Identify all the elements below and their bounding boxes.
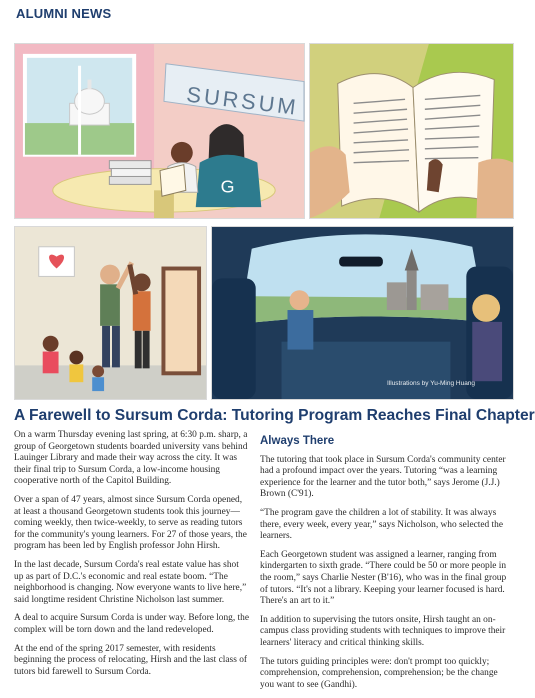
paragraph: The tutors guiding principles were: don't prompt too quickly; comprehension, comprehension, comprehension; be the change you want to see (Gandhi).	[260, 656, 498, 690]
svg-text:G: G	[220, 176, 235, 197]
illustration-credit: Illustrations by Yu-Ming Huang	[387, 380, 476, 387]
section-subhead: Always There	[260, 435, 335, 447]
illustration-van-ride	[211, 226, 514, 400]
paragraph: On a warm Thursday evening last spring, at 6:30 p.m. sharp, a group of Georgetown students boarded university vans behind Lauinger Library and made their way across the city. It was their final trip to Sursum Corda, a low-income housing cooperative north of the Capitol Building.	[14, 430, 248, 487]
paragraph: At the end of the spring 2017 semester, with residents beginning the process of relocating, Hirsh and the last class of tutors bid farewell to Sursum Corda.	[14, 643, 248, 677]
paragraph: Each Georgetown student was assigned a learner, ranging from kindergarten to sixth grade. “There could be 50 or more people in the room,” says Charlie Nester (B'16), who was in the final group of tutors. “It's not a library. Keeping your learner focused is hard. There's an art to it.”	[260, 549, 507, 607]
paragraph: “The program gave the children a lot of stability. It was always there, every week, every year,” says Nicholson, who selected the learners.	[260, 507, 504, 542]
illustration-hallway-high-five	[14, 226, 207, 400]
paragraph: The tutoring that took place in Sursum Corda's community center had a profound impact over the years. Tutoring “was a learning experience for the learner and the tutor both,” says Jerome (J.J.) Brown (C'91).	[260, 454, 506, 500]
paragraph: Over a span of 47 years, almost since Sursum Corda opened, at least a thousand Georgetown students took this journey—coming weekly, then twice-weekly, to serve as reading tutors for the community's young learners. For 27 of those years, the program has been led by English professor John Hirsh.	[14, 494, 247, 552]
paragraph: In the last decade, Sursum Corda's real estate value has shot up as part of D.C.'s economic and real estate boom. “The neighborhood is changing. Now everyone wants to live here,” said longtime resident Christine Nicholson last summer.	[14, 559, 247, 605]
banner-text: SURSUM	[185, 81, 300, 120]
article-headline: A Farewell to Sursum Corda: Tutoring Program Reaches Final Chapter	[14, 407, 535, 424]
section-label: ALUMNI NEWS	[16, 6, 112, 21]
article-column-right	[260, 430, 514, 698]
article-column-left	[14, 430, 250, 685]
illustration-open-book	[309, 43, 514, 219]
paragraph: A deal to acquire Sursum Corda is under way. Before long, the complex will be torn down and the land redeveloped.	[14, 613, 250, 635]
illustration-tutoring-scene	[14, 43, 305, 219]
paragraph: In addition to supervising the tutors onsite, Hirsh taught an on-campus class providing students with techniques to improve their learners' literacy and critical thinking skills.	[260, 614, 506, 648]
